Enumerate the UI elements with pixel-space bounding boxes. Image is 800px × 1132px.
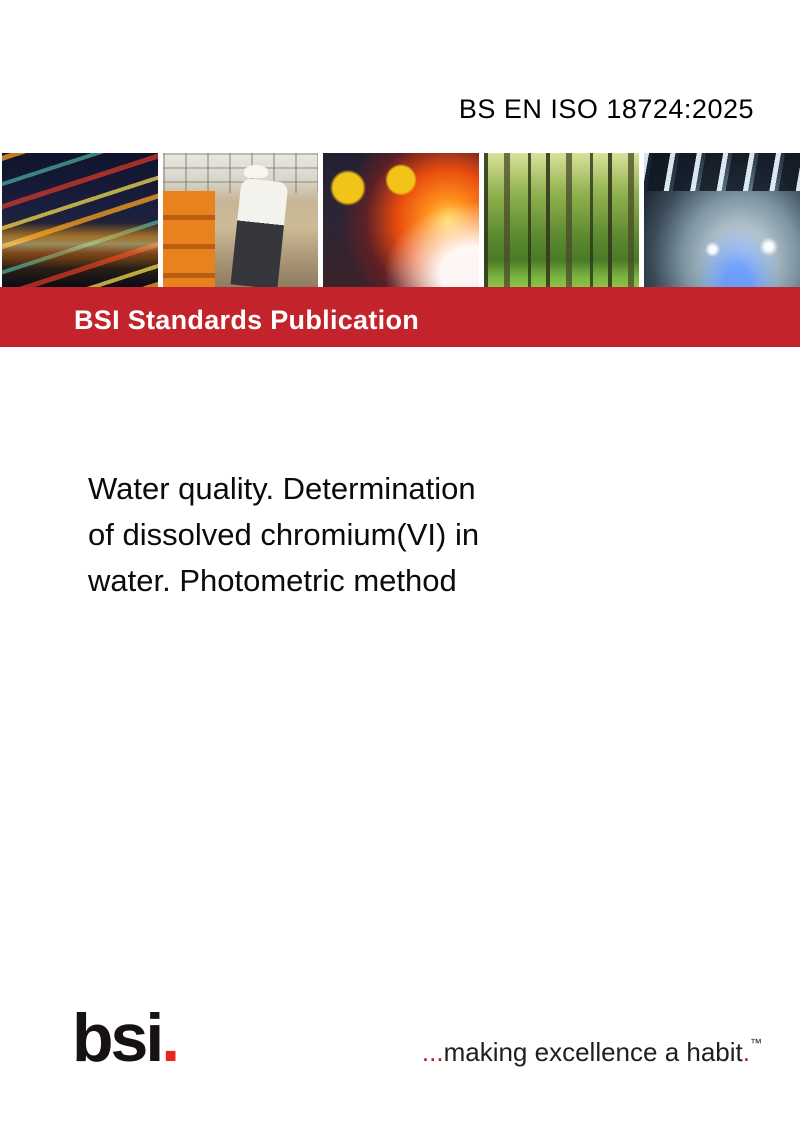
tagline-trademark-icon: ™	[750, 1036, 762, 1050]
photo-city-light-trails	[2, 153, 158, 287]
warehouse-orange-crates	[163, 191, 216, 287]
title-line-2: of dissolved chromium(VI) in	[88, 517, 480, 552]
tagline-period: .	[742, 1037, 750, 1067]
document-title	[88, 466, 479, 604]
bsi-logo	[72, 1000, 181, 1076]
photo-firefighters	[323, 153, 479, 287]
title-line-3: water. Photometric method	[88, 563, 457, 598]
bsi-logo-text: bsi	[72, 1000, 162, 1076]
bsi-publication-banner	[0, 287, 800, 347]
warehouse-worker-cap	[244, 165, 268, 178]
banner-label: BSI Standards Publication	[74, 304, 420, 335]
tagline-ellipsis: ...	[421, 1037, 444, 1067]
footer	[72, 1000, 762, 1076]
bsi-logo-dot: .	[161, 1000, 181, 1076]
tagline-text: making excellence a habit	[443, 1037, 743, 1067]
photo-strip	[2, 153, 800, 287]
title-line-1: Water quality. Determination	[88, 471, 476, 506]
factory-ceiling-lights	[644, 153, 800, 191]
photo-car-production-line	[644, 153, 800, 287]
tagline	[422, 1036, 762, 1068]
photo-forest	[484, 153, 640, 287]
warehouse-worker-figure	[230, 178, 288, 287]
standard-number: BS EN ISO 18724:2025	[458, 94, 754, 124]
photo-warehouse-worker	[163, 153, 319, 287]
